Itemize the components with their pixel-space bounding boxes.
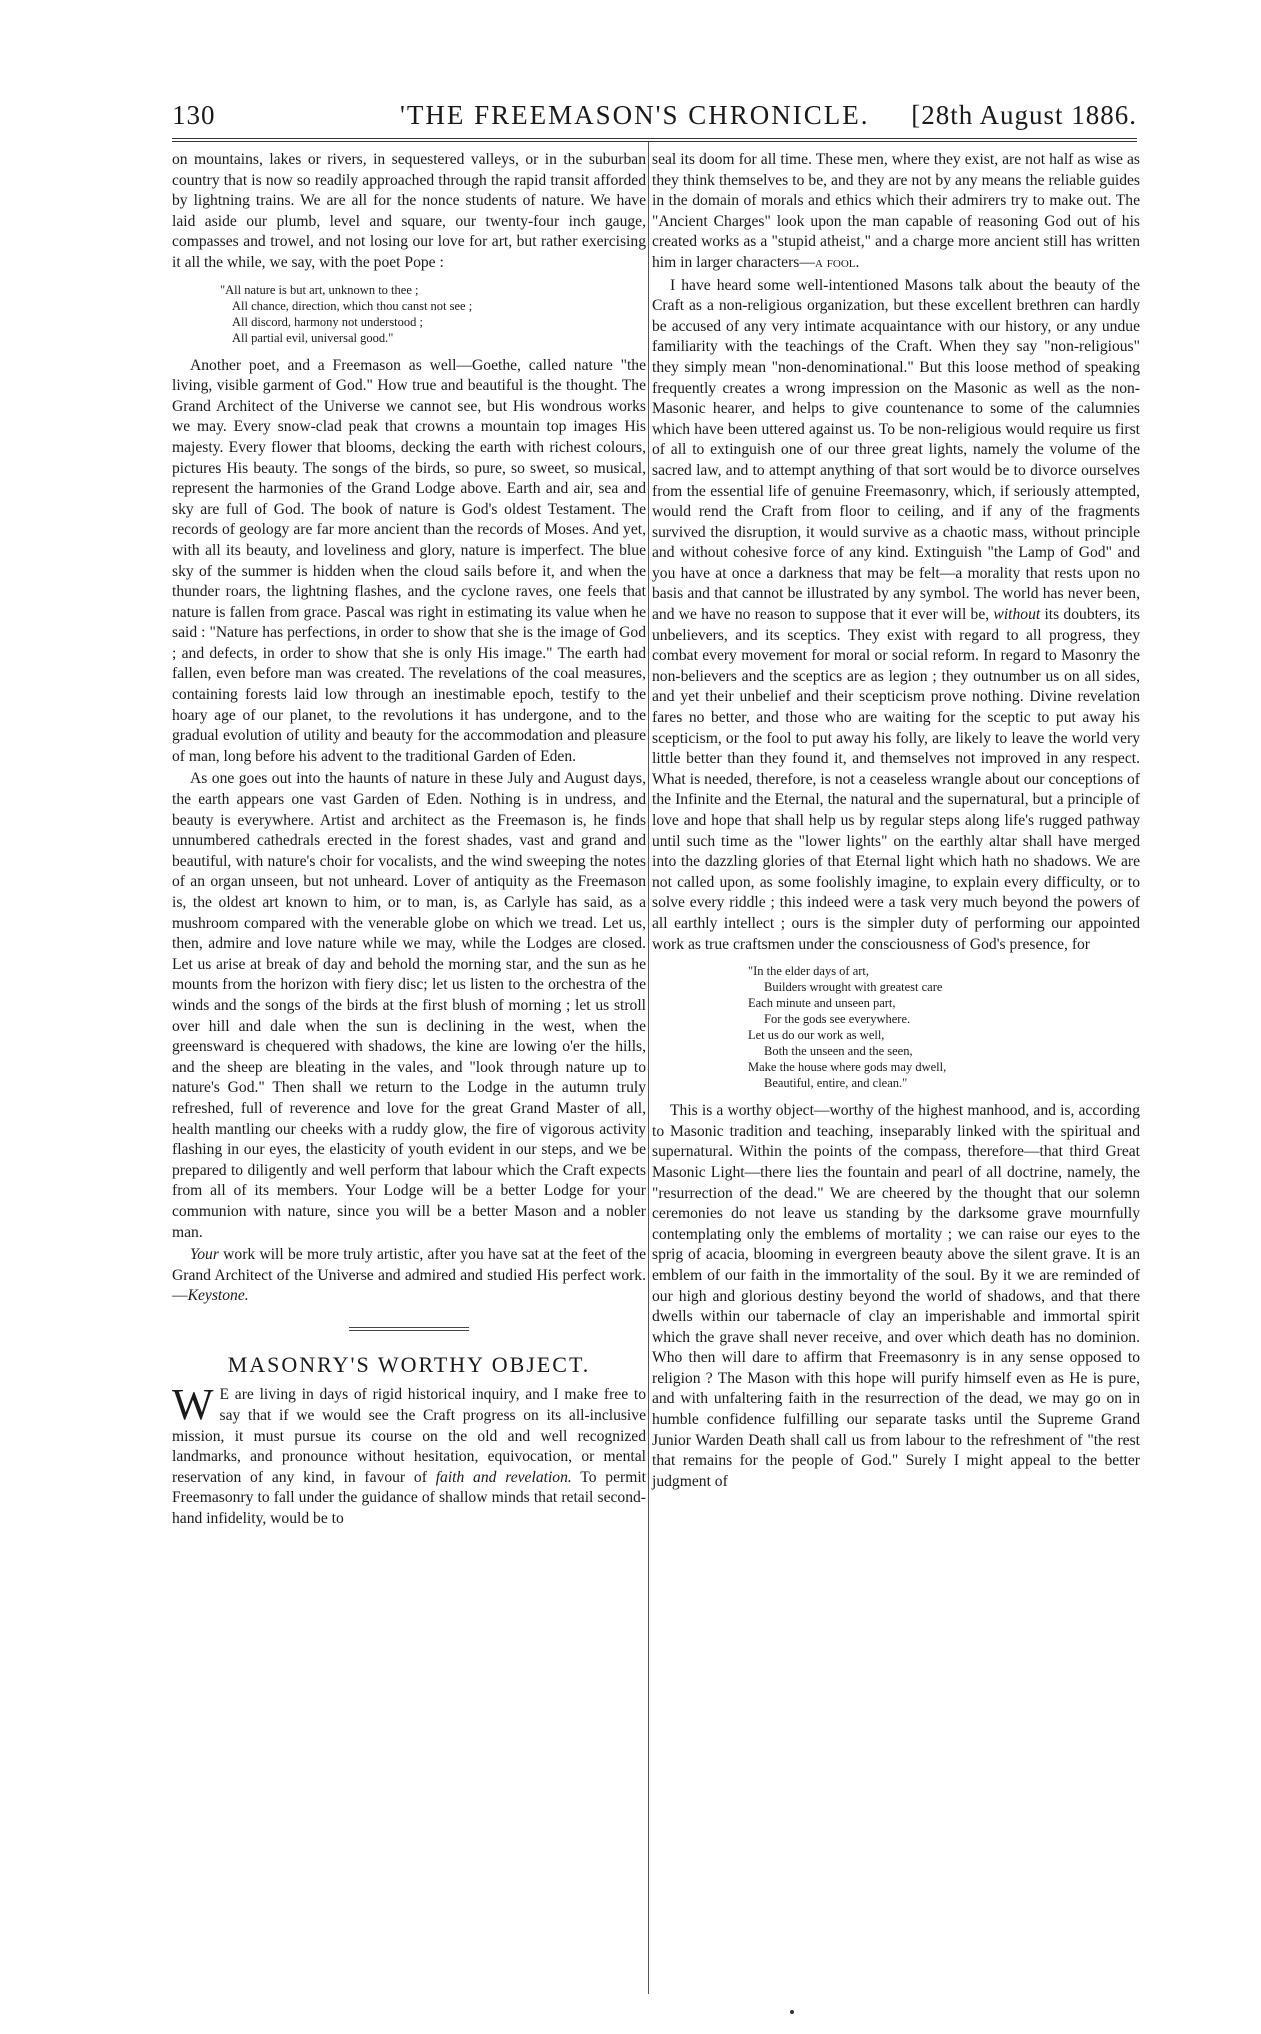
right-column	[652, 150, 1140, 1494]
section-title: MASONRY'S WORTHY OBJECT.	[227, 1351, 591, 1377]
july-paragraph: As one goes out into the haunts of nature in these July and August days, the earth appears one vast Garden of Eden. Nothing is in undress, and beauty is everywhere. Artist and architect as the Freemason is, he finds unnumbered cathedrals erected in the forest shades, vast and grand and beautiful, with nature's choir for vocalists, and the wind sweeping the notes of an organ unseen, but not unheard. Lover of antiquity as the Freemason is, the oldest art known to him, or to man, is, as Carlyle has said, as a mushroom compared with the venerable globe on which we tread. Let us, then, admire and love nature while we may, while the Lodges are closed. Let us arise at break of day and behold the morning star, and the sun as he mounts from the horizon with fiery disc; let us listen to the orchestra of the winds and the songs of the birds at the first blush of morning ; let us stroll over hill and dale when the sun is declining in the west, when the greensward is chequered with shadows, the kine are lowing o'er the hills, and the sheep are bleating in the vales, and "look through nature up to nature's God." Then shall we return to the Lodge in the autumn truly refreshed, full of reverence and love for the great Grand Master of all, health mantling our cheeks with a ruddy glow, the fire of vigorous activity flashing in our eyes, the elasticity of youth evident in our steps, and we be prepared to diligently and well perform that labour which the Craft expects from all of its members. Your Lodge will be a better Lodge for your communion with nature, since you will be a better Mason and a nobler man.	[172, 770, 646, 1241]
poem-line: Beautiful, entire, and clean."	[764, 1076, 908, 1091]
page-header	[172, 100, 1137, 134]
seal-paragraph	[652, 150, 1140, 274]
a-fool-phrase: a fool.	[814, 253, 860, 271]
faith-phrase: faith and revelation.	[435, 1468, 572, 1486]
goethe-paragraph: Another poet, and a Freemason as well—Goethe, called nature "the living, visible garment of God." How true and beautiful is the thought. The Grand Architect of the Universe we cannot see, but His wondrous works we may. Every snow-clad peak that crowns a mountain top images His majesty. Every flower that blooms, decking the earth with richest colours, pictures His beauty. The songs of the birds, so pure, so sweet, so musical, represent the harmonies of the Grand Lodge above. Earth and air, sea and sky are full of God. The book of nature is God's oldest Testament. The records of geology are far more ancient than the records of Moses. And yet, with all its beauty, and loveliness and glory, nature is imperfect. The blue sky of the summer is hidden when the cloud sails before it, and when the thunder roars, the lightning flashes, and the cyclone raves, one feels that nature is fallen from grace. Pascal was right in estimating its value when he said : "Nature has perfections, in order to show that she is the image of God ; and defects, in order to show that she is only His image." The earth had fallen, even before man was created. The revelations of the coal measures, containing forests laid low through an inestimable epoch, testify to the hoary age of our planet, to the revolutions it has undergone, and to the gradual evolution of utility and beauty for the accommodation and pleasure of man, long before his advent to the traditional Garden of Eden.	[172, 356, 646, 765]
closing-text: work will be more truly artistic, after you have sat at the feet of the Grand Architect of the Universe and admired and studied His perfect work.—	[172, 1246, 646, 1305]
drop-cap: W	[172, 1380, 214, 1430]
left-column	[172, 150, 646, 1532]
poem-line: For the gods see everywhere.	[764, 1012, 911, 1027]
page-mark	[790, 2010, 794, 2014]
art-quotation	[652, 963, 1140, 1091]
intro-paragraph: on mountains, lakes or rivers, in sequestered valleys, or in the suburban country that is now so readily approached through the rapid transit afforded by lightning trains. We are all for the nonce students of nature. We have laid aside our plumb, level and square, our twenty-four inch gauge, compasses and trowel, and not losing our love for art, but rather exercising it all the while, we say, with the poet Pope :	[172, 151, 646, 271]
masonry-paragraph	[172, 1380, 646, 1529]
poem-line: Each minute and unseen part,	[748, 996, 896, 1011]
emphasis-your: Your	[190, 1246, 219, 1264]
poem-line: Builders wrought with greatest care	[764, 980, 943, 995]
masonry-text-start: E are living in days of rigid historical inquiry, and I make free to say that if we would see the Craft progress on its all-inclusive mission, it must pursue its course on the old and well recognized landmarks, and pronounce without hesitation, equivocation, or mental reservation of any kind, in favour of	[172, 1386, 646, 1486]
heard-paragraph	[652, 276, 1140, 956]
poem-line: Let us do our work as well,	[748, 1028, 885, 1043]
without-phrase: without	[993, 606, 1041, 624]
poem-line: Both the unseen and the seen,	[764, 1044, 913, 1059]
column-divider	[648, 142, 649, 1994]
poem-line: All discord, harmony not understood ;	[232, 314, 423, 329]
header-rule-double	[172, 141, 1137, 142]
pope-quotation	[172, 282, 646, 346]
source-attribution: Keystone.	[187, 1287, 249, 1305]
closing-paragraph	[172, 1245, 646, 1307]
poem-line: "All nature is but art, unknown to thee ;	[220, 282, 419, 297]
seal-text: seal its doom for all time. These men, where they exist, are not half as wise as they think themselves to be, and they are not by any means the reliable guides in the domain of morals and ethics which their admirers try to make out. The "Ancient Charges" look upon the man capable of reasoning God out of his created works as a "stupid atheist," and a charge more ancient still has written him in larger characters—	[652, 151, 1140, 271]
heard-text: I have heard some well-intentioned Masons talk about the beauty of the Craft as a non-religious organization, but these excellent brethren can hardly be accused of any very intimate acquaintance with our history, or any undue familiarity with the teachings of the Craft. When they say "non-religious" they simply mean "non-denominational." But this loose method of speaking frequently creates a wrong impression on the Masonic as well as the non-Masonic hearer, and helps to give countenance to some of the calumnies which have been uttered against us. To be non-religious would require us first of all to extinguish one of our three great lights, namely the volume of the sacred law, and to attempt anything of that sort would be to divorce ourselves from the essential life of genuine Freemasonry, which, if seriously attempted, would rend the Craft from floor to ceiling, and if any of the fragments survived the disruption, it would survive as a chaotic mass, without principle and without cohesive force of any kind. Extinguish "the Lamp of God" and you have at once a darkness that may be felt—a morality that rests upon no basis and that cannot be illustrated by any symbol. The world has never been, and we have no reason to suppose that it ever will be,	[652, 276, 1140, 624]
poem-line: Make the house where gods may dwell,	[748, 1060, 947, 1075]
poem-line: "In the elder days of art,	[748, 964, 870, 979]
worthy-paragraph: This is a worthy object—worthy of the highest manhood, and is, according to Masonic tradition and teaching, inseparably linked with the spiritual and supernatural. Within the points of the compass, therefore—that third Great Masonic Light—there lies the fountain and pearl of all doctrine, namely, the "resurrection of the dead." We are cheered by the thought that our solemn ceremonies do not leave us standing by the darksome grave mournfully contemplating only the emblems of mortality ; we can raise our eyes to the sprig of acacia, blooming in evergreen beauty above the silent grave. It is an emblem of our faith in the immortality of the soul. By it we are reminded of our high and glorious destiny beyond the world of shadows, and that there dwells within our tabernacle of clay an imperishable and immortal spirit which the grave shall never receive, and over which death has no dominion. Who then will dare to affirm that Freemasonry is in any sense opposed to religion ? The Mason with this hope will purify himself even as He is pure, and with unfaltering faith in the resurrection of the dead, we may go on in humble confidence fulfilling our separate tasks until the Supreme Grand Junior Warden Death shall call us from labour to the refreshment of "the rest that remains for the people of God." Surely I might appeal to the better judgment of	[652, 1102, 1140, 1490]
poem-line: All partial evil, universal good."	[232, 330, 394, 345]
section-separator	[349, 1327, 469, 1331]
header-rule	[172, 138, 1137, 139]
poem-line: All chance, direction, which thou canst not see ;	[232, 298, 473, 313]
page-number: 130	[172, 100, 216, 130]
heard-text-2: its doubters, its unbelievers, and its sceptics. They exist with regard to all progress, they combat every movement for moral or social reform. In regard to Masonry the non-believers and the sceptics are as legion ; they outnumber us on all sides, and yet their unbelief and their scepticism prove nothing. Divine revelation fares no better, and those who are waiting for the sceptic to put away his scepticism, or the fool to put away his folly, are likely to leave the world very little better than they found it, and themselves not improved in any respect. What is needed, therefore, is not a ceaseless wrangle about our conceptions of the Infinite and the Eternal, the natural and the supernatural, but a principle of love and hope that shall help us by regular steps along life's rugged pathway until such time as the "lower lights" on the earthly altar shall have merged into the dazzling glories of that Eternal light which hath no shadows. We are not called upon, as some foolishly imagine, to explain every difficulty, or to solve every riddle ; this indeed were a task very much beyond the powers of all earthly intellect ; ours is the simpler duty of performing our appointed work as true craftsmen under the consciousness of God's presence, for	[652, 606, 1141, 953]
publication-title: 'THE FREEMASON'S CHRONICLE.	[400, 100, 870, 130]
masonry-text-end: To permit Freemasonry to fall under the guidance of shallow minds that retail second-hand infidelity, would be to	[172, 1468, 646, 1528]
issue-date: [28th August 1886.	[911, 100, 1137, 130]
